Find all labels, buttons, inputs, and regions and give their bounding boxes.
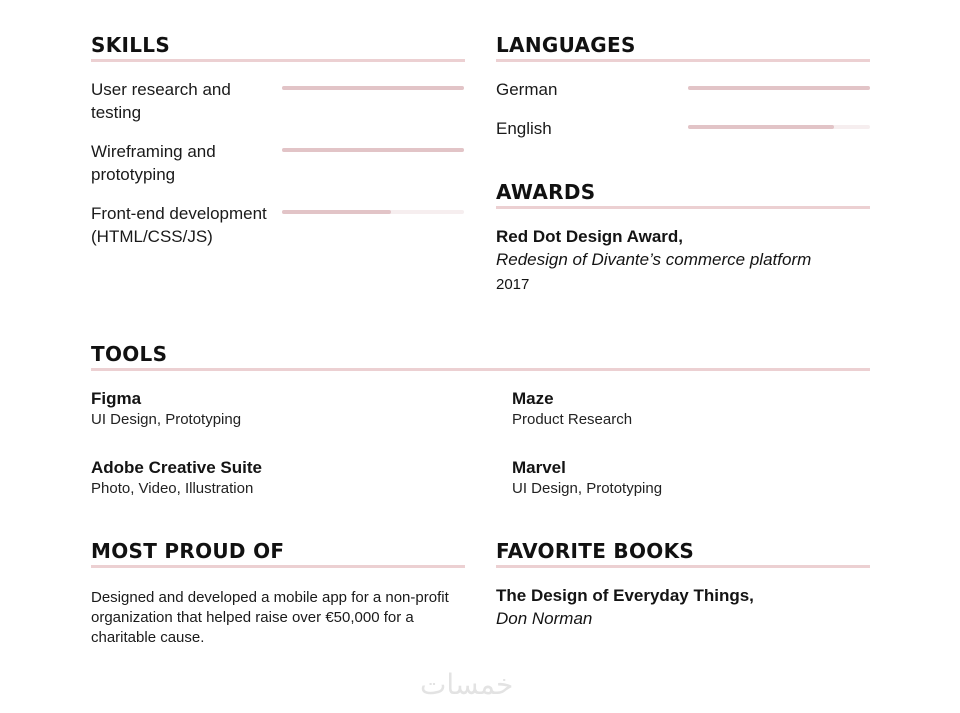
skill-item bbox=[91, 140, 464, 186]
language-item bbox=[496, 78, 869, 102]
tool-description: UI Design, Prototyping bbox=[512, 480, 663, 497]
skill-level-fill bbox=[282, 86, 464, 90]
tool-description: UI Design, Prototyping bbox=[91, 411, 242, 428]
proud-text: Designed and developed a mobile app for a non-profit organization that helped raise over €50,000 for a charitable cause. bbox=[91, 589, 449, 646]
language-item bbox=[496, 117, 869, 141]
awards-heading: AWARDS bbox=[496, 180, 596, 204]
tool-name: Adobe Creative Suite bbox=[91, 458, 262, 477]
languages-heading: LANGUAGES bbox=[496, 33, 636, 57]
language-label: German bbox=[496, 80, 558, 99]
skills-heading: SKILLS bbox=[91, 33, 171, 57]
language-level-fill bbox=[688, 125, 834, 129]
tool-name: Maze bbox=[512, 389, 554, 408]
tools-section bbox=[91, 342, 870, 371]
award-item bbox=[496, 225, 870, 295]
books-divider bbox=[496, 565, 870, 568]
tools-divider bbox=[91, 368, 870, 371]
awards-section bbox=[496, 180, 870, 295]
proud-section bbox=[91, 539, 465, 648]
skill-level-bar bbox=[282, 86, 464, 90]
skill-level-bar bbox=[282, 148, 464, 152]
skills-list bbox=[91, 78, 465, 258]
languages-section bbox=[496, 33, 870, 62]
award-name: Red Dot Design Award, bbox=[496, 227, 684, 246]
tool-description: Photo, Video, Illustration bbox=[91, 480, 254, 497]
skill-level-bar bbox=[282, 210, 464, 214]
tool-item bbox=[91, 388, 241, 430]
languages-list bbox=[496, 78, 870, 148]
skill-label: Front-end development (HTML/CSS/JS) bbox=[91, 204, 267, 246]
language-level-bar bbox=[688, 86, 870, 90]
book-title: The Design of Everyday Things, bbox=[496, 586, 754, 605]
language-label: English bbox=[496, 119, 552, 138]
proud-divider bbox=[91, 565, 465, 568]
tool-item bbox=[512, 457, 662, 499]
proud-heading: MOST PROUD OF bbox=[91, 539, 285, 563]
awards-divider bbox=[496, 206, 870, 209]
book-author: Don Norman bbox=[496, 609, 593, 628]
award-description: Redesign of Divante’s commerce platform bbox=[496, 250, 812, 269]
tool-item bbox=[91, 457, 262, 499]
languages-divider bbox=[496, 59, 870, 62]
skill-label: User research and testing bbox=[91, 80, 231, 122]
skill-item bbox=[91, 202, 464, 248]
tool-item bbox=[512, 388, 632, 430]
tool-description: Product Research bbox=[512, 411, 633, 428]
skill-label: Wireframing and prototyping bbox=[91, 142, 216, 184]
tool-name: Figma bbox=[91, 389, 142, 408]
skill-level-fill bbox=[282, 210, 391, 214]
tools-heading: TOOLS bbox=[91, 342, 168, 366]
language-level-fill bbox=[688, 86, 870, 90]
skills-section bbox=[91, 33, 465, 62]
book-item bbox=[496, 584, 870, 630]
tool-name: Marvel bbox=[512, 458, 566, 477]
watermark-logo: خمسات bbox=[420, 668, 514, 701]
books-heading: FAVORITE BOOKS bbox=[496, 539, 695, 563]
award-year: 2017 bbox=[496, 276, 530, 293]
skill-item bbox=[91, 78, 464, 124]
language-level-bar bbox=[688, 125, 870, 129]
books-section bbox=[496, 539, 870, 630]
skill-level-fill bbox=[282, 148, 464, 152]
skills-divider bbox=[91, 59, 465, 62]
